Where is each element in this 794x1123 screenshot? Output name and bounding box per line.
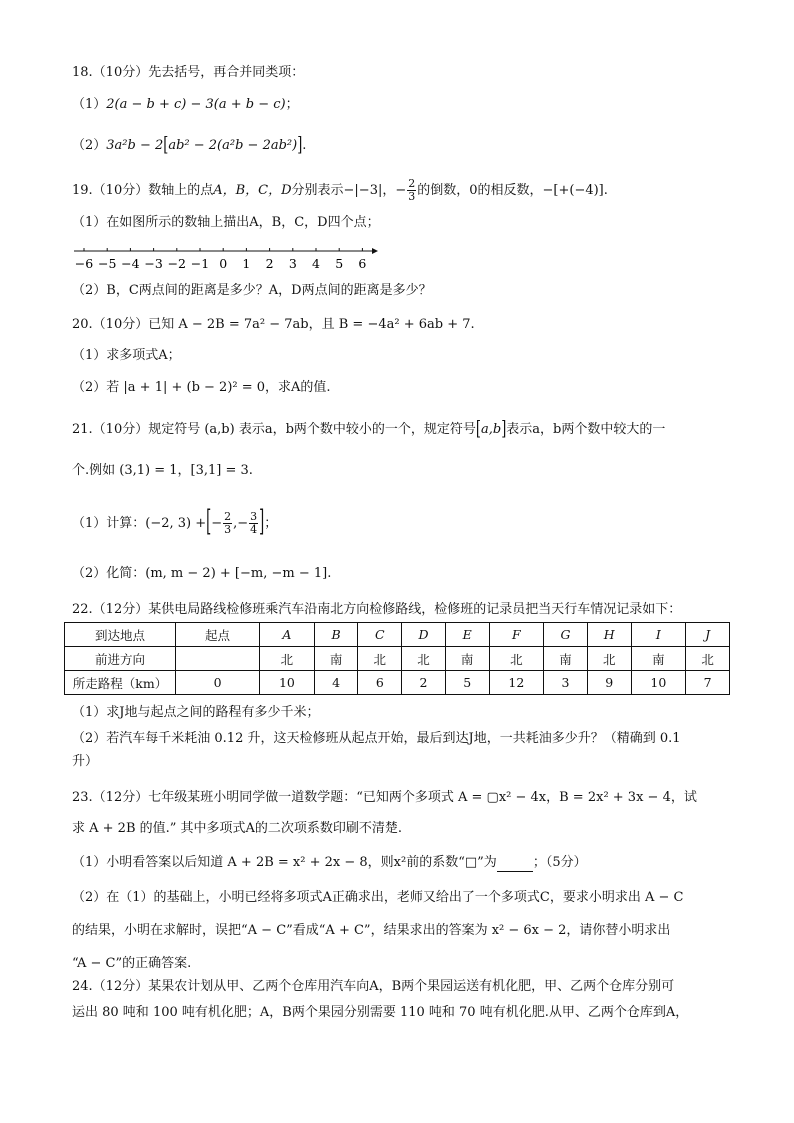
q22-part2-b: 升） bbox=[72, 754, 99, 769]
q21-part1-a: （1）计算：(−2, 3) + bbox=[72, 516, 207, 531]
axis-tick-label: 5 bbox=[335, 256, 344, 271]
axis-tick-label: 3 bbox=[288, 256, 297, 271]
distance-cell: 12 bbox=[489, 671, 544, 695]
table-row bbox=[65, 623, 730, 647]
axis-tick-label: 0 bbox=[219, 256, 228, 271]
direction-cell bbox=[176, 647, 260, 671]
direction-cell: 北 bbox=[402, 647, 446, 671]
q21-frac1: $\frac{2}{3}$ bbox=[224, 510, 232, 536]
q19-title-b: 分别表示−|−3|，− bbox=[291, 183, 407, 198]
direction-cell: 南 bbox=[314, 647, 358, 671]
q23-part1 bbox=[72, 854, 587, 872]
q18-part2-label: （2） bbox=[72, 138, 107, 153]
point-cell: E bbox=[445, 623, 489, 647]
q19-part1: （1）在如图所示的数轴上描出A，B，C，D四个点； bbox=[72, 215, 380, 230]
point-cell: F bbox=[489, 623, 544, 647]
q18-part2-expr-a: 3a²b − 2 bbox=[106, 138, 164, 153]
point-cell: H bbox=[587, 623, 631, 647]
number-line-arrow bbox=[372, 248, 378, 254]
q18-part2: （2）3a²b − 2[ab² − 2(a²b − 2ab²)]. bbox=[72, 134, 307, 157]
table-row bbox=[65, 671, 730, 695]
q23-part2-c: “A − C”的正确答案. bbox=[72, 956, 192, 971]
q21-part1-end: ； bbox=[264, 516, 278, 531]
point-cell: J bbox=[686, 623, 730, 647]
point-cell: B bbox=[314, 623, 358, 647]
q23-line2: 求 A + 2B 的值.” 其中多项式A的二次项系数印刷不清楚. bbox=[72, 821, 403, 836]
q19-title-vars: A，B，C，D bbox=[213, 183, 292, 198]
distance-cell: 2 bbox=[402, 671, 446, 695]
q18-part1-end: ； bbox=[285, 97, 299, 112]
point-cell: D bbox=[402, 623, 446, 647]
answer-blank[interactable] bbox=[497, 857, 533, 872]
row-header: 到达地点 bbox=[65, 623, 176, 647]
q18-part2-expr-b: ab² − 2(a²b − 2ab²) bbox=[168, 138, 298, 153]
direction-cell: 北 bbox=[260, 647, 315, 671]
q21-line1: 21.（10分）规定符号 (a,b) 表示a，b两个数中较小的一个，规定符号[a,b]表示a，b两个数中较大的一 bbox=[72, 418, 666, 441]
q23-part1-b: ”为 bbox=[477, 855, 497, 870]
q18-title: 18.（10分）先去括号，再合并同类项： bbox=[72, 65, 305, 80]
axis-tick-label: −2 bbox=[167, 256, 187, 271]
distance-cell: 7 bbox=[686, 671, 730, 695]
point-cell: A bbox=[260, 623, 315, 647]
distance-cell: 3 bbox=[544, 671, 588, 695]
table-row bbox=[65, 647, 730, 671]
direction-cell: 北 bbox=[489, 647, 544, 671]
q21-line2: 个.例如 (3,1) = 1，[3,1] = 3. bbox=[72, 463, 253, 478]
q23-part1-box: □ bbox=[464, 855, 478, 870]
axis-tick-label: 1 bbox=[242, 256, 251, 271]
point-cell: 起点 bbox=[176, 623, 260, 647]
number-line bbox=[72, 240, 382, 272]
q19-title bbox=[72, 178, 608, 203]
point-cell: C bbox=[358, 623, 402, 647]
distance-cell: 6 bbox=[358, 671, 402, 695]
q19-title-c: 的倒数，0的相反数，−[+(−4)]. bbox=[417, 183, 608, 198]
axis-tick-label: −1 bbox=[190, 256, 210, 271]
direction-cell: 南 bbox=[631, 647, 686, 671]
distance-cell: 10 bbox=[260, 671, 315, 695]
q23-part2-a: （2）在（1）的基础上，小明已经将多项式A正确求出，老师又给出了一个多项式C，要求小明求出 A − C bbox=[72, 890, 684, 905]
axis-tick-label: 6 bbox=[358, 256, 367, 271]
q23-part1-c: ；（5分） bbox=[532, 855, 587, 870]
axis-tick-label: 4 bbox=[312, 256, 320, 271]
row-header: 前进方向 bbox=[65, 647, 176, 671]
distance-cell: 0 bbox=[176, 671, 260, 695]
axis-tick-label: −3 bbox=[144, 256, 163, 271]
direction-cell: 北 bbox=[686, 647, 730, 671]
distance-cell: 9 bbox=[587, 671, 631, 695]
q23-part2-b: 的结果，小明在求解时，误把“A − C”看成“A + C”，结果求出的答案为 x² − 6x − 2，请你替小明求出 bbox=[72, 923, 671, 938]
q20-part1: （1）求多项式A； bbox=[72, 348, 181, 363]
q18-part2-end: . bbox=[302, 138, 307, 153]
trip-table bbox=[64, 622, 730, 695]
q21-line1-b: 表示a，b两个数中较大的一 bbox=[506, 422, 666, 437]
axis-tick-label: −5 bbox=[97, 256, 117, 271]
point-cell: G bbox=[544, 623, 588, 647]
q19-title-a: 19.（10分）数轴上的点 bbox=[72, 183, 214, 198]
q18-part1-label: （1） bbox=[72, 97, 107, 112]
q22-title: 22.（12分）某供电局路线检修班乘汽车沿南北方向检修路线，检修班的记录员把当天行车情况记录如下： bbox=[72, 602, 682, 617]
q21-line1-symbol: a,b bbox=[480, 422, 502, 437]
axis-tick-label: 2 bbox=[265, 256, 274, 271]
direction-cell: 北 bbox=[587, 647, 631, 671]
q21-part1: （1）计算：(−2, 3) +[− $\frac{2}{3}$ ,− $\frac{3}{4}$ ]； bbox=[72, 506, 278, 540]
q21-part2: （2）化简：(m, m − 2) + [−m, −m − 1]. bbox=[72, 566, 332, 581]
q22-part1: （1）求J地与起点之间的路程有多少千米； bbox=[72, 705, 320, 720]
row-header: 所走路程（km） bbox=[65, 671, 176, 695]
q21-line1-a: 21.（10分）规定符号 (a,b) 表示a，b两个数中较小的一个，规定符号 bbox=[72, 422, 476, 437]
q24-line1: 24.（12分）某果农计划从甲、乙两个仓库用汽车向A，B两个果园运送有机化肥，甲、乙两个仓库分别可 bbox=[72, 979, 675, 994]
distance-cell: 10 bbox=[631, 671, 686, 695]
q21-frac2: $\frac{3}{4}$ bbox=[250, 510, 258, 536]
q18-part1-expr: 2(a − b + c) − 3(a + b − c) bbox=[106, 97, 286, 112]
point-cell: I bbox=[631, 623, 686, 647]
q23-line1: 23.（12分）七年级某班小明同学做一道数学题：“已知两个多项式 A = ▢x² − 4x，B = 2x² + 3x − 4，试 bbox=[72, 790, 697, 805]
q19-fraction: $\frac{2}{3}$ bbox=[408, 177, 416, 203]
direction-cell: 南 bbox=[445, 647, 489, 671]
direction-cell: 南 bbox=[544, 647, 588, 671]
distance-cell: 5 bbox=[445, 671, 489, 695]
axis-tick-label: −6 bbox=[74, 256, 94, 271]
q20-part2: （2）若 |a + 1| + (b − 2)² = 0，求A的值. bbox=[72, 380, 331, 395]
q23-part1-a: （1）小明看答案以后知道 A + 2B = x² + 2x − 8，则x²前的系数“ bbox=[72, 855, 465, 870]
axis-tick-label: −4 bbox=[121, 256, 140, 271]
q18-part1 bbox=[72, 96, 299, 114]
distance-cell: 4 bbox=[314, 671, 358, 695]
q20-title: 20.（10分）已知 A − 2B = 7a² − 7ab，且 B = −4a² + 6ab + 7. bbox=[72, 317, 475, 332]
q19-part2: （2）B，C两点间的距离是多少？A，D两点间的距离是多少？ bbox=[72, 283, 432, 298]
q24-line2: 运出 80 吨和 100 吨有机化肥；A，B两个果园分别需要 110 吨和 70 吨有机化肥.从甲、乙两个仓库到A， bbox=[72, 1005, 689, 1020]
q22-part2-a: （2）若汽车每千米耗油 0.12 升，这天检修班从起点开始，最后到达J地，一共耗油多少升？（精确到 0.1 bbox=[72, 731, 681, 746]
direction-cell: 北 bbox=[358, 647, 402, 671]
